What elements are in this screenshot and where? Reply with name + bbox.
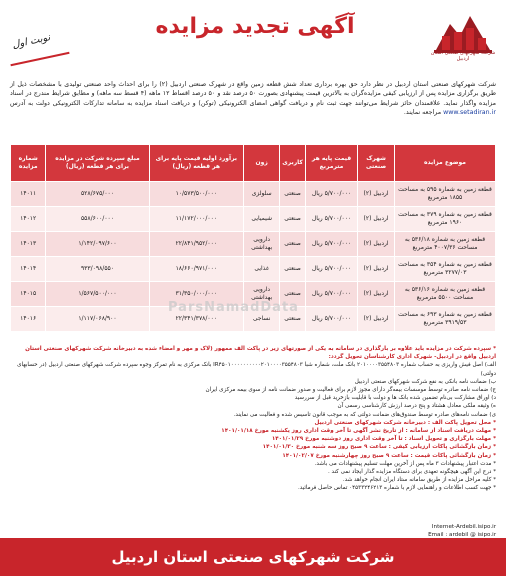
table-cell: ۱۱/۱۷۲/۰۰۰/۰۰۰ xyxy=(149,207,244,232)
table-cell: دارویی بهداشتی xyxy=(244,232,280,257)
table-cell: ۱۸/۶۶۰/۹۷۱/۰۰۰ xyxy=(149,257,244,282)
note-line: ب) ضمانت نامه بانکی به نفع شرکت شهرکهای صنعتی اردبیل xyxy=(354,378,496,385)
notice-header xyxy=(0,0,506,78)
table-cell: دارویی بهداشتی xyxy=(244,282,280,307)
table-cell: غذایی xyxy=(244,257,280,282)
turn-underline xyxy=(10,52,69,66)
table-row xyxy=(11,182,496,207)
table-cell: ۱/۱۱۷/۰۶۸/۹۰۰ xyxy=(46,307,149,332)
table-cell: ۵۲۸/۶۷۵/۰۰۰ xyxy=(46,182,149,207)
intro-tail: مراجعه نمایند. xyxy=(403,109,442,117)
note-line: ی) ضمانت نامه‌های صادره توسط صندوق‌های ضمانت دولتی که به موجب قانون تاسیس شده و فعالیت می نمایند. xyxy=(233,411,496,418)
company-logo-icon xyxy=(428,6,498,72)
table-cell: نساجی xyxy=(244,307,280,332)
table-cell: قطعه زمین به شماره ۶۹۳ به مساحت ۳۹۱۹/۵۳ مترمربع xyxy=(395,307,496,332)
table-cell: ۱/۱۴۲/۰۹۷/۶۰۰ xyxy=(46,232,149,257)
table-cell: ۱/۵۶۷/۵۰۰/۰۰۰ xyxy=(46,282,149,307)
table-cell: قطعه زمین به شماره ۳۷۹ به مساحت ۱۹۶۰ مترمربع xyxy=(395,207,496,232)
table-cell: ۲۲/۸۴۱/۹۵۲/۰۰۰ xyxy=(149,232,244,257)
table-cell: ۵/۷۰۰/۰۰۰ ریال xyxy=(305,307,357,332)
intro-paragraph xyxy=(10,80,496,118)
table-row xyxy=(11,232,496,257)
table-cell: قطعه زمین به شماره ۵۳۶/۱۸ به مساحت ۴۰۰۷/۳۶ مترمربع xyxy=(395,232,496,257)
table-cell: ۱۴۰۱۳ xyxy=(11,232,46,257)
table-header-cell: شهرک صنعتی xyxy=(358,145,395,182)
note-line: * زمان بازگشائی پاکات قیمت : ساعت ۹ صبح روز چهارشنبه مورخ ۱۴۰۱/۰۲/۰۷ xyxy=(282,452,496,459)
table-cell: ۵/۷۰۰/۰۰۰ ریال xyxy=(305,232,357,257)
table-header-cell: موضوع مزایده xyxy=(395,145,496,182)
table-cell: ۵/۷۰۰/۰۰۰ ریال xyxy=(305,207,357,232)
table-cell: ۱۴۰۱۵ xyxy=(11,282,46,307)
table-cell: اردبیل (۲) xyxy=(358,232,395,257)
note-line: * مدت اعتبار پیشنهادات ۳ ماه پس از آخرین مهلت تسلیم پیشنهادات می باشد. xyxy=(314,460,496,467)
table-cell: ۱۴۰۱۴ xyxy=(11,257,46,282)
table-cell: ۳۱/۳۵۰/۰۰۰/۰۰۰ xyxy=(149,282,244,307)
turn-label: نوبت اول xyxy=(11,32,52,51)
table-cell: اردبیل (۲) xyxy=(358,182,395,207)
table-cell: صنعتی xyxy=(280,182,306,207)
table-cell: ۱۴۰۱۶ xyxy=(11,307,46,332)
note-line: * جهت کسب اطلاعات و راهنمایی لازم با شماره ۰۴۵۳۳۲۴۶۲۱۳ تماس حاصل فرمائید. xyxy=(297,485,496,492)
table-cell: اردبیل (۲) xyxy=(358,207,395,232)
logo-caption: شرکت شهرکهای صنعتی استان اردبیل xyxy=(430,50,496,62)
email-line[interactable]: Email : ardebil @ isipo.ir xyxy=(428,532,496,538)
table-header-cell: قیمت پایه هر مترمربع xyxy=(305,145,357,182)
table-row xyxy=(11,257,496,282)
page-title: آگهی تجدید مزایده xyxy=(155,14,355,39)
website-line[interactable]: Internet-Ardebil.isipo.ir xyxy=(431,524,496,530)
note-line: د) اوراق مشارکت بی‌نام تضمین شده بانک ها و دولت با قابلیت بازخرید قبل از سررسید xyxy=(294,395,496,402)
table-row xyxy=(11,207,496,232)
footer-banner: شرکت شهرکهای صنعتی استان اردبیل xyxy=(0,538,506,576)
table-cell: سلولزی xyxy=(244,182,280,207)
table-header-cell: مبلغ سپرده شرکت در مزایده برای هر قطعه (ریال) xyxy=(46,145,149,182)
table-cell: قطعه زمین به شماره ۵۹۵ به مساحت ۱۸۵۵ مترمربع xyxy=(395,182,496,207)
notes-list xyxy=(10,345,496,493)
setad-link[interactable]: www.setadiran.ir xyxy=(443,109,496,117)
table-cell: ۱۴۰۱۲ xyxy=(11,207,46,232)
note-line: * محل تحویل پاکت الف : دبیرخانه شرکت شهرکهای صنعتی اردبیل xyxy=(314,419,496,426)
table-header-cell: کاربری xyxy=(280,145,306,182)
note-line: * سپرده شرکت در مزایده باید علاوه بر بارگذاری در سامانه به یکی از صورتهای زیر در پاکت الف ممهور (لاک و مهر و امضاء شده به دبیرخانه شرکت شهرکهای صنعتی استان اردبیل واقع در اردبیل- شهرک اداری کارشناسان تحویل گردد: xyxy=(25,346,496,361)
note-line: * مهلت دریافت اسناد از سامانه : از تاریخ نشر آگهی تا آخر وقت اداری روز یکشنبه مورخ ۱۴۰۱/۰۱/۱۸ xyxy=(221,428,496,435)
table-cell: اردبیل (۲) xyxy=(358,257,395,282)
table-cell: قطعه زمین به شماره ۳۵۴ به مساحت ۳۲۷۷/۰۳ مترمربع xyxy=(395,257,496,282)
watermark: ParsNamadData xyxy=(168,300,299,315)
intro-text: شرکت شهرکهای صنعتی استان اردبیل در نظر دارد حق بهره برداری تعداد شش قطعه زمین واقع در شهرک صنعتی اردبیل (۲) را برای احداث واحد صنعتی تولیدی با مشخصات ذیل از طریق برگزاری مزایده پس از ارزیابی کیفی مزایده‌گران به بالاترین قیمت پیشنهادی بصورت ۵۰ درصد نقد و ۵۰ درصد اقساط ۱۲ ماهه (۴ قسط سه ماهه) و مطابق شرایط مندرج در اسناد مزایده واگذار نماید. علاقمندان حائز شرایط می‌توانند جهت ثبت نام و دریافت گواهی امضای الکترونیکی (توکن) و دریافت اسناد مزایده به سامانه تدارکات الکترونیکی دولت به آدرس xyxy=(10,81,496,107)
table-cell: ۵۵۸/۶۰۰/۰۰۰ xyxy=(46,207,149,232)
note-line: * زمان بازگشائی پاکات ارزیابی کیفی : ساعت ۹ صبح روز سه شنبه مورخ ۱۴۰۱/۰۱/۳۰ xyxy=(262,444,496,451)
table-cell: ۱۴۰۱۱ xyxy=(11,182,46,207)
table-cell: صنعتی xyxy=(280,307,306,332)
note-line: * کلیه مراحل مزایده از طریق سامانه ستاد ایران انجام خواهد شد. xyxy=(342,477,496,484)
table-cell: ۲۲/۳۴۱/۳۷۸/۰۰۰ xyxy=(149,307,244,332)
table-cell: صنعتی xyxy=(280,232,306,257)
table-cell: اردبیل (۲) xyxy=(358,282,395,307)
note-line: ه) وثیقه ملکی معادل هشتاد و پنج درصد ارزش کارشناسی رسمی آن xyxy=(337,403,496,410)
table-cell: صنعتی xyxy=(280,282,306,307)
table-cell: صنعتی xyxy=(280,257,306,282)
note-line: ج) ضمانت نامه صادره توسط موسسات بیمه‌گر دارای مجوز لازم برای فعالیت و صدور ضمانت نامه از سوی بیمه مرکزی ایران xyxy=(205,387,496,394)
table-cell: شیمیایی xyxy=(244,207,280,232)
table-cell: ۵/۷۰۰/۰۰۰ ریال xyxy=(305,282,357,307)
table-header-cell: برآورد اولیه قیمت پایه برای هر قطعه (ریال) xyxy=(149,145,244,182)
table-cell: ۹۳۳/۰۹۸/۵۵۰ xyxy=(46,257,149,282)
table-header-cell: زون xyxy=(244,145,280,182)
table-cell: ۵/۷۰۰/۰۰۰ ریال xyxy=(305,257,357,282)
table-cell: صنعتی xyxy=(280,207,306,232)
note-line: الف) اصل فیش واریزی به حساب شماره ۲۰۱۰۰۰۰۳۵۵۴۸۰۳ بانک ملت، شماره شبا IR۴۵۰۱۰۰۰۰۰۰۰۰۰۰۲۰۱۰۰۰۰۳۵۵۴۸۰۳ بانک مرکزی به نام تمرکز وجوه سپرده شرکت شهرکهای صنعتی اردبیل (در حسابهای دولتی) xyxy=(17,362,496,377)
table-header-cell: شماره مزایده xyxy=(11,145,46,182)
note-line: * مهلت بارگزاری و تحویل اسناد : تا آخر وقت اداری روز دوشنبه مورخ ۱۴۰۱/۰۱/۲۹ xyxy=(271,436,496,443)
table-header-row xyxy=(11,145,496,182)
table-cell: ۱۰/۵۷۳/۵۰۰/۰۰۰ xyxy=(149,182,244,207)
table-cell: قطعه زمین به شماره ۵۳۶/۱۶ به مساحت ۵۵۰۰ مترمربع xyxy=(395,282,496,307)
table-cell: اردبیل (۲) xyxy=(358,307,395,332)
note-line: * درج این آگهی هیچگونه تعهدی برای دستگاه مزایده گذار ایجاد نمی کند . xyxy=(328,469,496,476)
table-cell: ۵/۷۰۰/۰۰۰ ریال xyxy=(305,182,357,207)
